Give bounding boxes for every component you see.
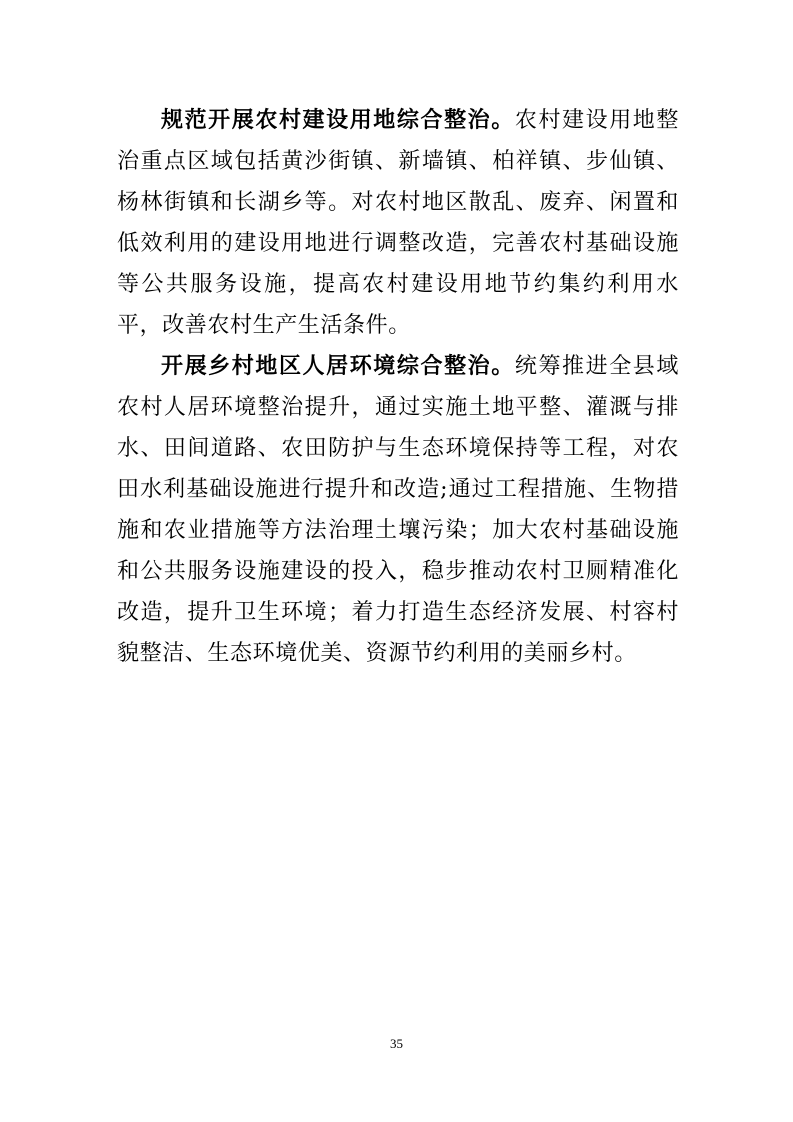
paragraph-rural-construction-land [117,100,679,346]
paragraph-text: 统筹推进全县域农村人居环境整治提升，通过实施土地平整、灌溉与排水、田间道路、农田防护与生态环境保持等工程，对农田水利基础设施进行提升和改造;通过工程措施、生物措施和农业措施等方法治理土壤污染；加大农村基础设施和公共服务设施建设的投入，稳步推动农村卫厕精准化改造，提升卫生环境；着力打造生态经济发展、村容村貌整洁、生态环境优美、资源节约利用的美丽乡村。 [117,354,679,666]
paragraph-text: 农村建设用地整治重点区域包括黄沙街镇、新墙镇、柏祥镇、步仙镇、杨林街镇和长湖乡等。对农村地区散乱、废弃、闲置和低效利用的建设用地进行调整改造，完善农村基础设施等公共服务设施，提高农村建设用地节约集约利用水平，改善农村生产生活条件。 [117,108,679,338]
paragraph-living-environment [117,346,679,674]
document-body [117,100,679,674]
page-number: 35 [390,1036,403,1051]
paragraph-heading: 开展乡村地区人居环境综合整治。 [161,354,515,379]
paragraph-heading: 规范开展农村建设用地综合整治。 [161,108,515,133]
